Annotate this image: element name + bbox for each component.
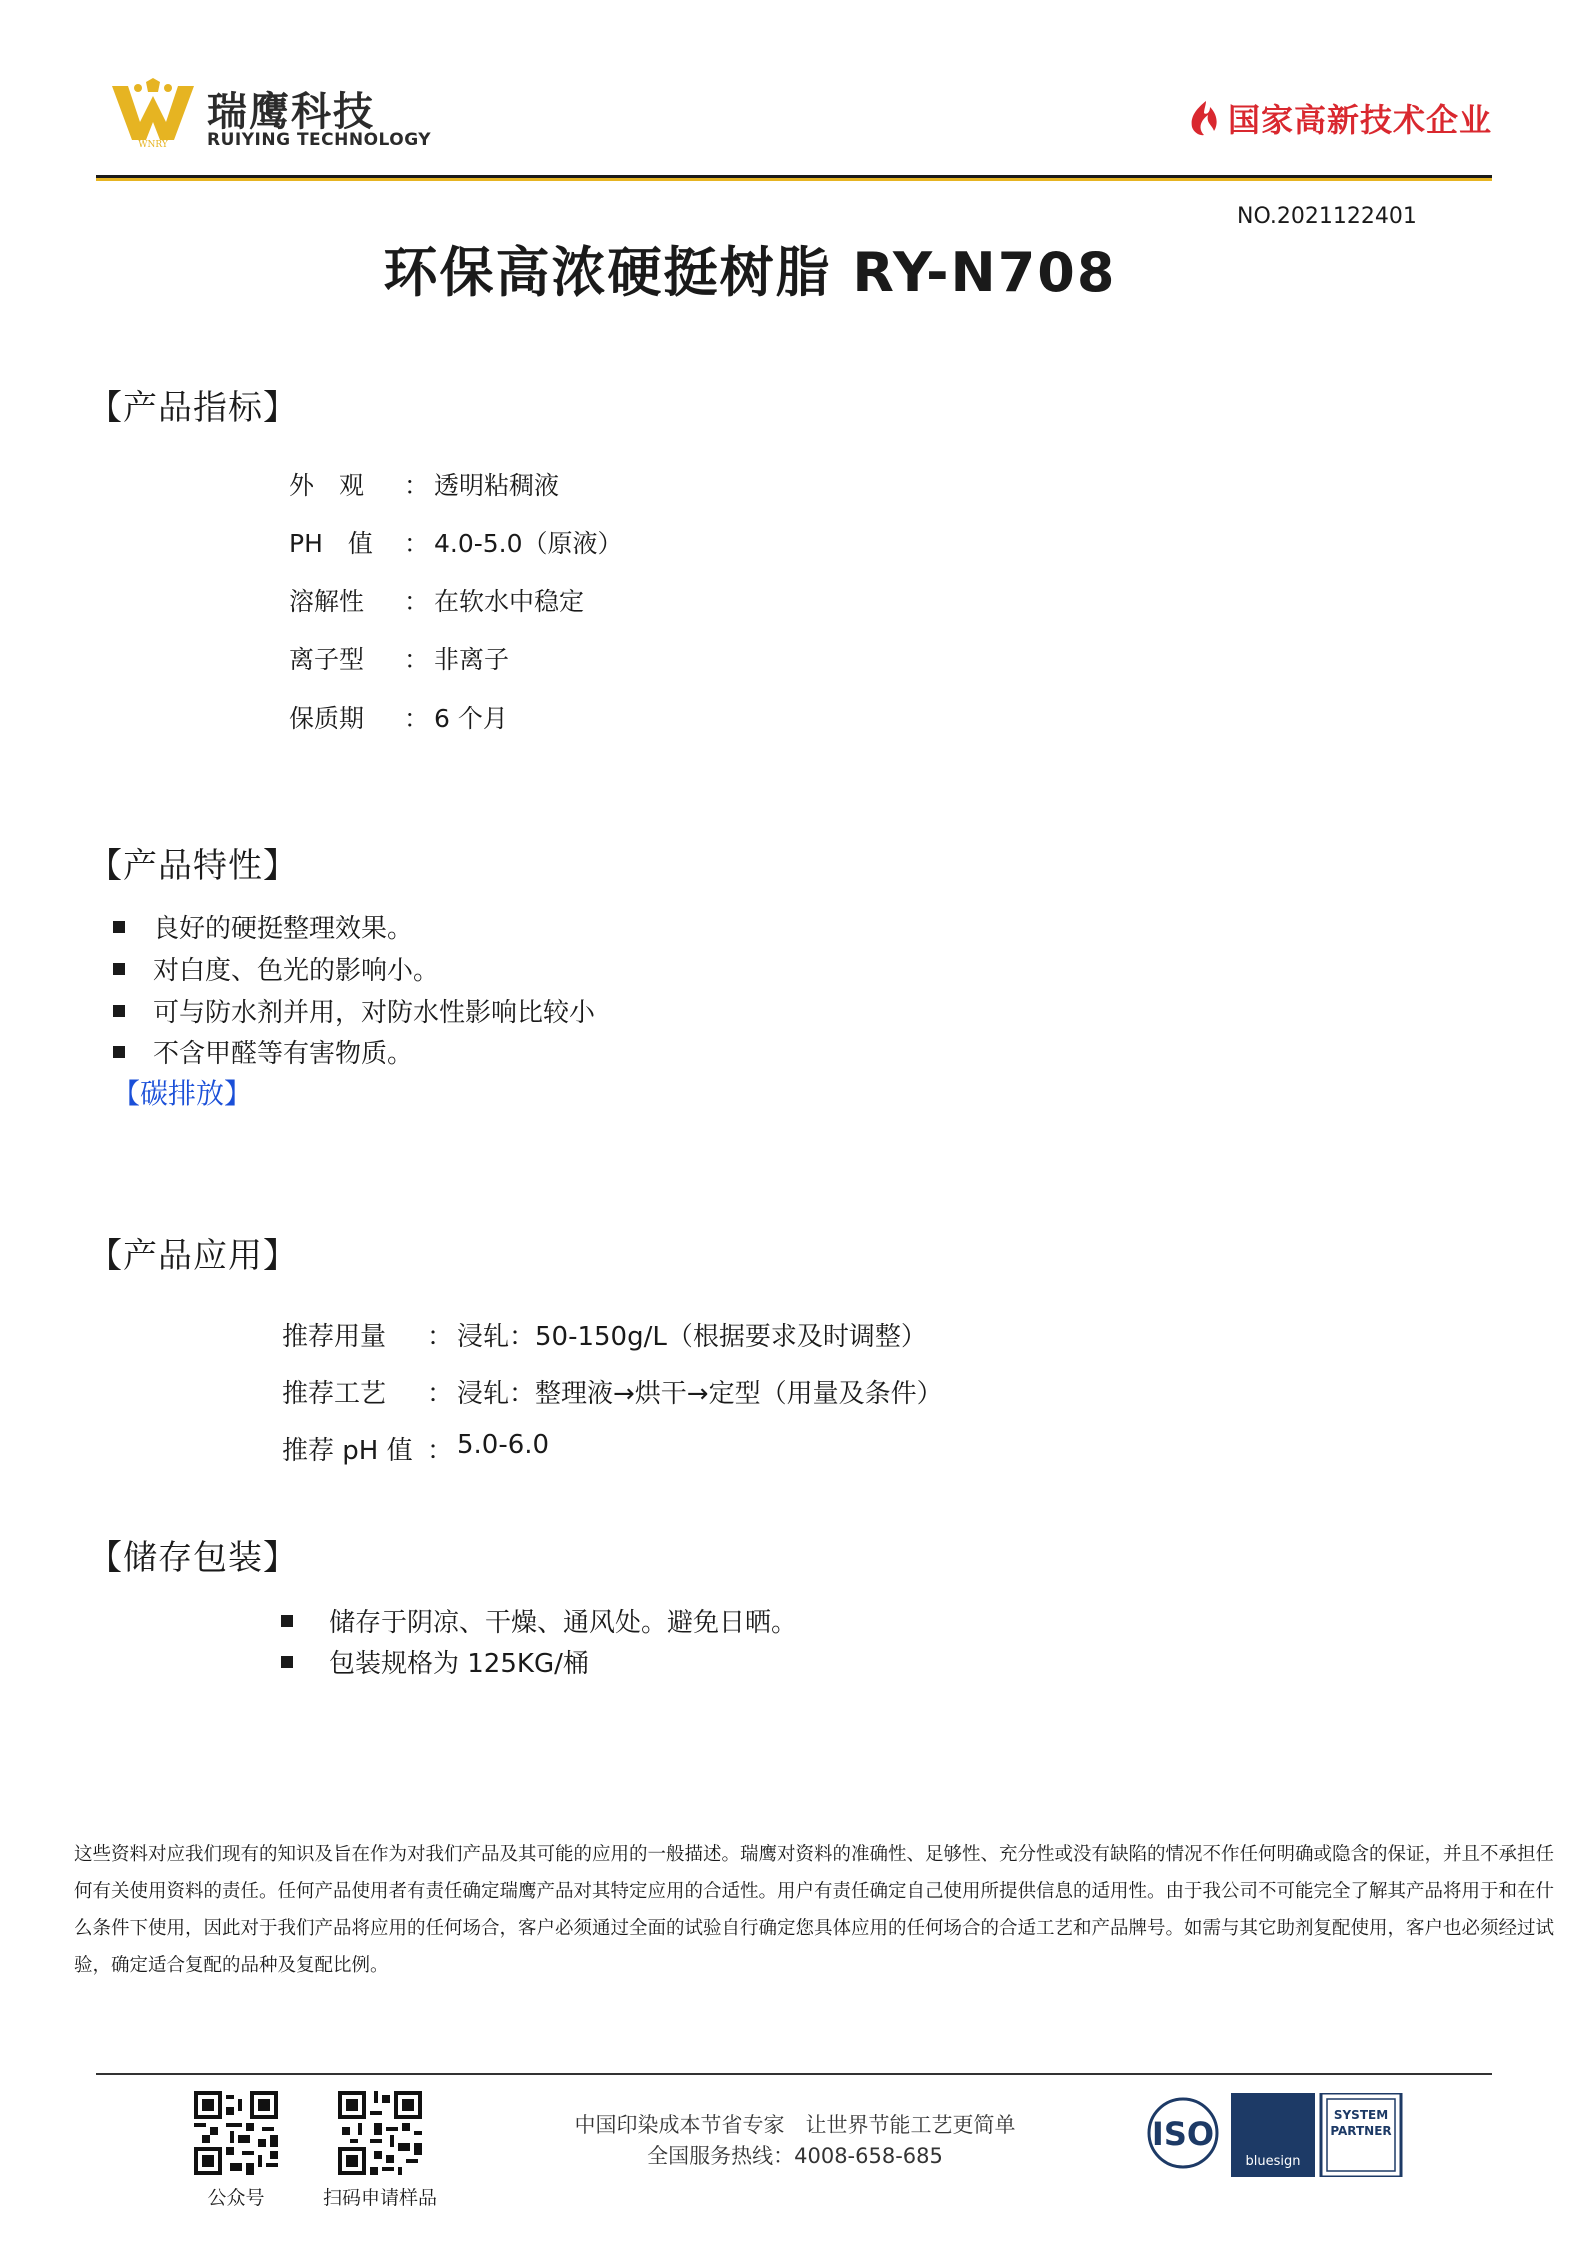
application-row (282, 1430, 1182, 1464)
ruiying-logo-icon (112, 78, 194, 148)
high-tech-enterprise-label: 国家高新技术企业 (1227, 101, 1492, 139)
spec-row (289, 699, 889, 731)
application-colon: ： (427, 1379, 454, 1409)
spec-value: 6 个月 (434, 704, 508, 733)
application-heading: 【产品应用】 (88, 1236, 298, 1276)
spec-row (289, 466, 889, 498)
iso-logo-icon (1149, 2099, 1217, 2167)
storage-heading: 【储存包装】 (88, 1538, 298, 1578)
bullet-square-icon (113, 1005, 125, 1017)
spec-colon: ： (404, 529, 430, 558)
spec-colon: ： (404, 471, 430, 500)
bullet-square-icon (113, 963, 125, 975)
spec-heading: 【产品指标】 (88, 388, 298, 428)
spec-row (289, 524, 889, 556)
feature-text: 不含甲醛等有害物质。 (153, 1039, 414, 1069)
svg-text:PARTNER: PARTNER (1330, 2124, 1392, 2138)
footer-hotline: 全国服务热线：4008-658-685 (647, 2144, 943, 2168)
spec-value: 4.0-5.0（原液） (434, 529, 623, 558)
spec-key: 外 观 (289, 471, 365, 500)
qr-code-wechat-icon (194, 2091, 278, 2175)
application-key: 推荐工艺 (282, 1379, 387, 1409)
application-value: 浸轧：50-150g/L（根据要求及时调整） (457, 1322, 927, 1352)
certification-logos (1145, 2093, 1405, 2181)
high-tech-flame-icon (1186, 99, 1222, 137)
spec-key: 离子型 (289, 645, 365, 674)
application-colon: ： (427, 1436, 454, 1466)
bullet-square-icon (113, 1046, 125, 1058)
qr-code-sample-icon (338, 2091, 422, 2175)
footer-divider (96, 2073, 1492, 2075)
svg-text:SYSTEM: SYSTEM (1333, 2108, 1389, 2122)
storage-item (281, 1602, 797, 1639)
company-name-cn: 瑞鹰科技 (207, 89, 375, 135)
spec-key: 溶解性 (289, 587, 365, 616)
feature-text: 对白度、色光的影响小。 (153, 956, 440, 986)
application-value: 5.0-6.0 (457, 1430, 550, 1460)
storage-item (281, 1643, 589, 1680)
storage-text: 储存于阴凉、干燥、通风处。避免日晒。 (329, 1608, 798, 1638)
spec-key: PH 值 (289, 529, 373, 558)
qr-label-sample: 扫码申请样品 (322, 2187, 437, 2209)
company-name-en: RUIYING TECHNOLOGY (207, 130, 432, 150)
application-row (282, 1316, 1182, 1350)
spec-key: 保质期 (289, 704, 365, 733)
application-row (282, 1373, 1182, 1407)
spec-colon: ： (404, 645, 430, 674)
spec-colon: ： (404, 587, 430, 616)
header-divider-gold (96, 178, 1492, 181)
storage-text: 包装规格为 125KG/桶 (329, 1649, 589, 1679)
footer-slogan: 中国印染成本节省专家 让世界节能工艺更简单 (574, 2113, 1016, 2137)
spec-value: 非离子 (434, 645, 510, 674)
feature-item (113, 992, 595, 1029)
bullet-square-icon (113, 921, 125, 933)
svg-text:bluesign: bluesign (1245, 2154, 1301, 2169)
qr-label-wechat: 公众号 (207, 2187, 265, 2209)
feature-item (113, 1033, 413, 1070)
bullet-square-icon (281, 1656, 293, 1668)
page-title: 环保高浓硬挺树脂 RY-N708 (383, 241, 1117, 304)
feature-item (113, 950, 439, 987)
spec-row (289, 582, 889, 614)
bullet-square-icon (281, 1615, 293, 1627)
feature-text: 可与防水剂并用，对防水性影响比较小 (153, 998, 596, 1028)
spec-value: 在软水中稳定 (434, 587, 585, 616)
application-value: 浸轧：整理液→烘干→定型（用量及条件） (457, 1379, 943, 1409)
spec-row (289, 640, 889, 672)
system-partner-logo-icon (1321, 2093, 1401, 2177)
application-colon: ： (427, 1322, 454, 1352)
spec-colon: ： (404, 704, 430, 733)
features-heading: 【产品特性】 (88, 846, 298, 886)
footer-contact (560, 2110, 1030, 2172)
certification-badges-icon (1145, 2093, 1405, 2177)
feature-text: 良好的硬挺整理效果。 (153, 914, 414, 944)
feature-item (113, 908, 413, 945)
high-tech-enterprise-badge (1186, 95, 1492, 141)
carbon-emission-heading: 【碳排放】 (112, 1077, 253, 1110)
application-key: 推荐 pH 值 (282, 1436, 413, 1466)
bluesign-logo-icon (1231, 2093, 1315, 2177)
svg-text:ISO: ISO (1151, 2115, 1215, 2153)
application-key: 推荐用量 (282, 1322, 387, 1352)
disclaimer-text: 这些资料对应我们现有的知识及旨在作为对我们产品及其可能的应用的一般描述。瑞鹰对资料的准确性、足够性、充分性或没有缺陷的情况不作任何明确或隐含的保证，并且不承担任何有关使用资料的责任。任何产品使用者有责任确定瑞鹰产品对其特定应用的合适性。用户有责任确定自己使用所提供信息的适用性。由于我公司不可能完全了解其产品将用于和在什么条件下使用，因此对于我们产品将应用的任何场合，客户必须通过全面的试验自行确定您具体应用的任何场合的合适工艺和产品牌号。如需与其它助剂复配使用，客户也必须经过试验，确定适合复配的品种及复配比例。 (74, 1844, 1555, 1976)
document-number: NO.2021122401 (1237, 204, 1417, 229)
spec-value: 透明粘稠液 (434, 471, 560, 500)
logo-small-text: WNRY (138, 140, 168, 148)
